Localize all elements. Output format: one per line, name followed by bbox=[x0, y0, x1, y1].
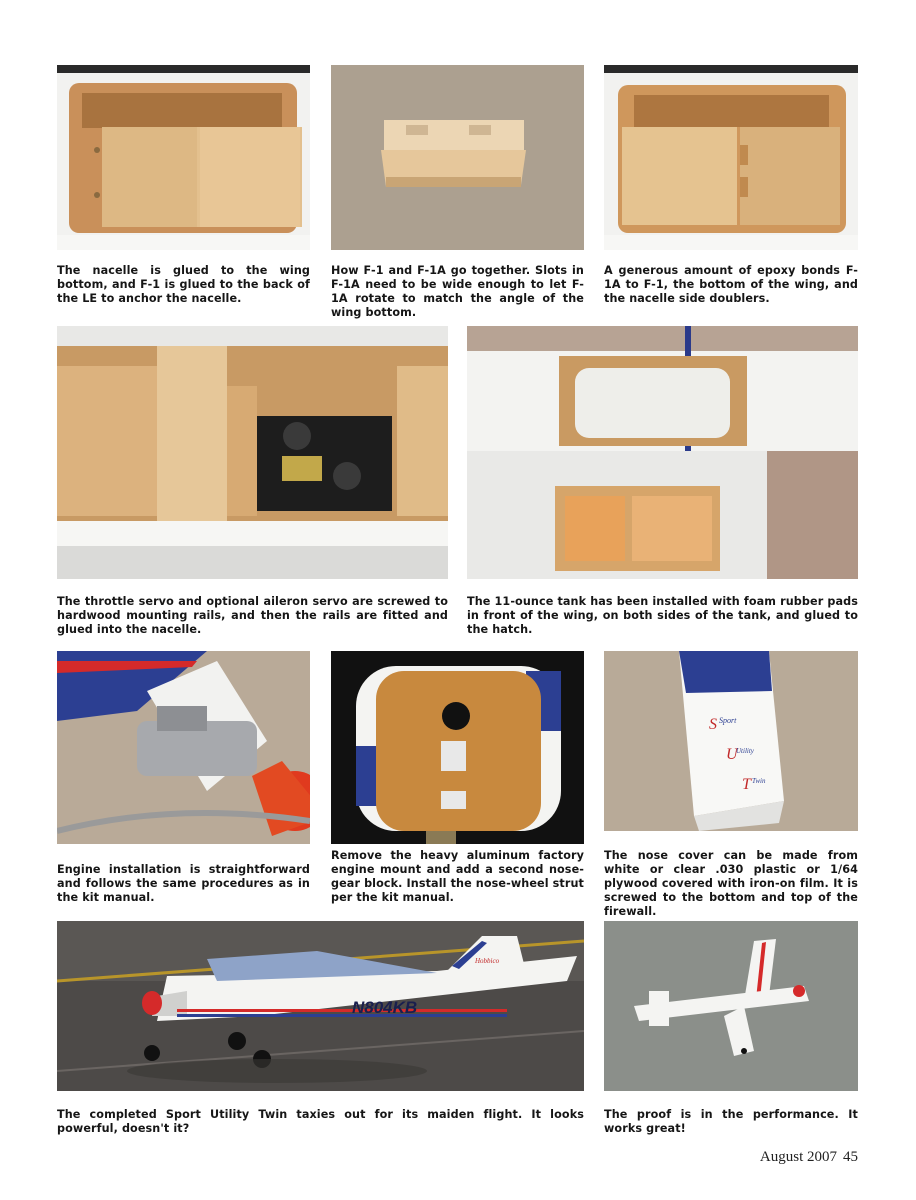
caption-f1-f1a: How F-1 and F-1A go together. Slots in F-1A need to be wide enough to let F-1A rotate to match the angle of the wing bottom. bbox=[331, 264, 584, 319]
caption-engine: Engine installation is straightforward and follows the same procedures as in the kit manual. bbox=[57, 863, 310, 904]
caption-tank: The 11-ounce tank has been installed with foam rubber pads in front of the wing, on both sides of the tank, and glued to the hatch. bbox=[467, 595, 858, 636]
photo-servos-in-nacelle bbox=[57, 326, 448, 579]
page-footer bbox=[760, 1149, 858, 1166]
caption-epoxy: A generous amount of epoxy bonds F-1A to F-1, the bottom of the wing, and the nacelle side doublers. bbox=[604, 264, 858, 305]
cover-letter-s: S bbox=[709, 716, 717, 733]
photo-completed-plane-taxi bbox=[57, 921, 584, 1091]
cover-letter-t: T bbox=[742, 776, 751, 793]
tail-logo: Hobbico bbox=[475, 957, 500, 965]
photo-engine-install bbox=[57, 651, 310, 844]
issue-date: August 2007 bbox=[759, 1149, 837, 1165]
registration-number: N804KB bbox=[352, 998, 418, 1017]
caption-nacelle: The nacelle is glued to the wing bottom, and F-1 is glued to the back of the LE to anchor the nacelle. bbox=[57, 264, 310, 305]
cover-word-utility: Utility bbox=[736, 747, 754, 755]
cover-word-sport: Sport bbox=[719, 716, 737, 725]
photo-nose-cover bbox=[604, 651, 858, 831]
caption-completed-plane: The completed Sport Utility Twin taxies out for its maiden flight. It looks powerful, doesn't it? bbox=[57, 1108, 584, 1135]
caption-nose-gear: Remove the heavy aluminum factory engine mount and add a second nose-gear block. Install the nose-wheel strut per the kit manual. bbox=[331, 849, 584, 904]
photo-fuel-tank bbox=[467, 326, 858, 579]
cover-word-twin: Twin bbox=[752, 777, 766, 785]
photo-epoxy-f1a bbox=[604, 65, 858, 250]
caption-nose-cover: The nose cover can be made from white or clear .030 plastic or 1/64 plywood covered with iron-on film. It is screwed to the bottom and top of the firewall. bbox=[604, 849, 858, 918]
caption-servos: The throttle servo and optional aileron servo are screwed to hardwood mounting rails, and then the rails are fitted and glued into the nacelle. bbox=[57, 595, 448, 636]
page-number: 45 bbox=[843, 1149, 858, 1165]
cover-letter-u: U bbox=[726, 746, 738, 763]
photo-plane-in-flight bbox=[604, 921, 858, 1091]
photo-nacelle-wing-bottom bbox=[57, 65, 310, 250]
photo-nose-gear-block bbox=[331, 651, 584, 844]
caption-in-flight: The proof is in the performance. It works great! bbox=[604, 1108, 858, 1135]
photo-f1-f1a-parts bbox=[331, 65, 584, 250]
